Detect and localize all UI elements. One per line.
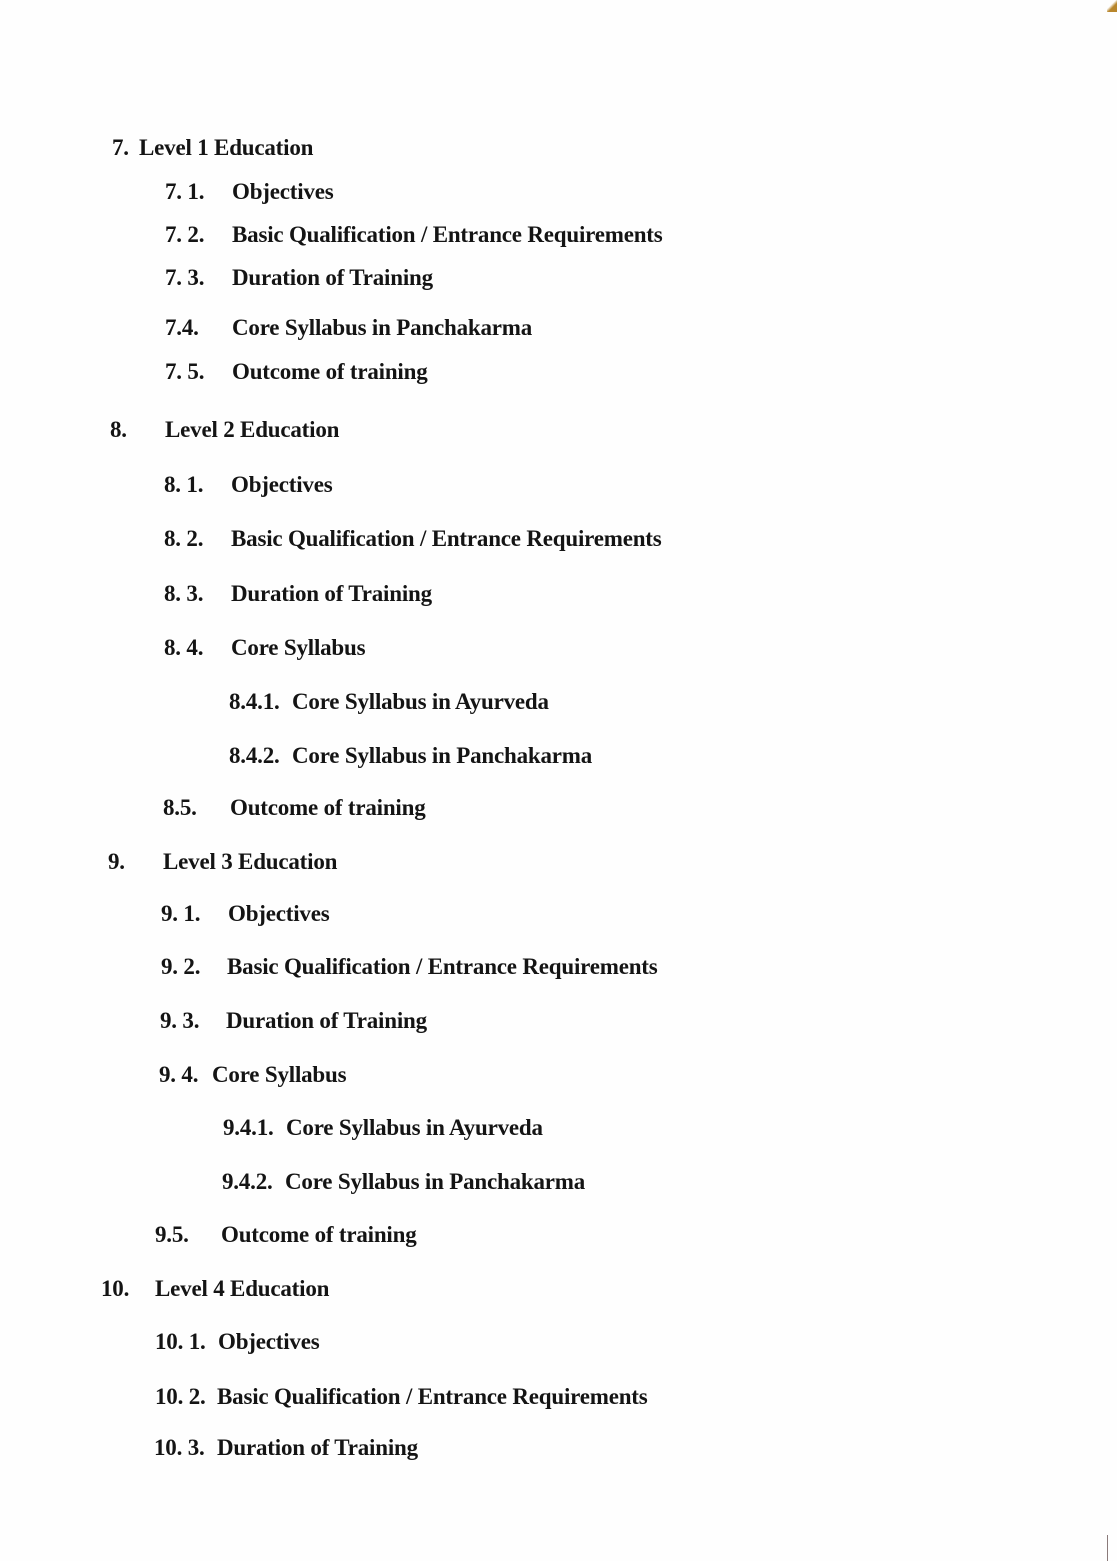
item-title: Basic Qualification / Entrance Requirements bbox=[231, 526, 662, 551]
item-number: 9.5. bbox=[155, 1222, 189, 1247]
item-number: 10. 2. bbox=[155, 1384, 206, 1409]
scan-edge-artifact bbox=[1107, 1535, 1108, 1561]
item-title: Objectives bbox=[218, 1329, 320, 1354]
subitem-title: Core Syllabus in Panchakarma bbox=[292, 743, 593, 768]
subitem-title: Core Syllabus in Ayurveda bbox=[292, 689, 549, 714]
item-title: Core Syllabus bbox=[231, 635, 366, 660]
subitem-number: 8.4.2. bbox=[229, 743, 280, 768]
item-title: Duration of Training bbox=[231, 581, 432, 606]
item-number: 10. 1. bbox=[155, 1329, 206, 1354]
subitem-number: 8.4.1. bbox=[229, 689, 280, 714]
item-number: 7. 5. bbox=[165, 359, 205, 384]
item-title: Basic Qualification / Entrance Requirements bbox=[217, 1384, 648, 1409]
section-title: Level 3 Education bbox=[163, 849, 338, 874]
item-number: 7.4. bbox=[165, 315, 199, 340]
item-title: Outcome of training bbox=[221, 1222, 417, 1247]
item-title: Objectives bbox=[232, 179, 334, 204]
scan-corner-artifact bbox=[1107, 0, 1117, 12]
item-title: Basic Qualification / Entrance Requirements bbox=[227, 954, 658, 979]
item-title: Core Syllabus bbox=[212, 1062, 347, 1087]
section-title: Level 1 Education bbox=[139, 135, 314, 160]
item-title: Duration of Training bbox=[217, 1435, 418, 1460]
item-number: 8. 3. bbox=[164, 581, 204, 606]
item-number: 8. 2. bbox=[164, 526, 204, 551]
item-number: 8. 1. bbox=[164, 472, 204, 497]
item-number: 8. 4. bbox=[164, 635, 204, 660]
item-title: Duration of Training bbox=[232, 265, 433, 290]
item-number: 9. 3. bbox=[160, 1008, 200, 1033]
section-number: 10. bbox=[101, 1276, 130, 1301]
subitem-title: Core Syllabus in Panchakarma bbox=[285, 1169, 586, 1194]
subitem-number: 9.4.1. bbox=[223, 1115, 274, 1140]
item-number: 9. 1. bbox=[161, 901, 201, 926]
item-number: 8.5. bbox=[163, 795, 197, 820]
item-number: 10. 3. bbox=[154, 1435, 205, 1460]
section-number: 9. bbox=[108, 849, 125, 874]
subitem-number: 9.4.2. bbox=[222, 1169, 273, 1194]
item-title: Duration of Training bbox=[226, 1008, 427, 1033]
item-title: Basic Qualification / Entrance Requirements bbox=[232, 222, 663, 247]
section-title: Level 2 Education bbox=[165, 417, 340, 442]
section-number: 7. bbox=[112, 135, 129, 160]
item-number: 9. 4. bbox=[159, 1062, 199, 1087]
item-title: Outcome of training bbox=[232, 359, 428, 384]
item-title: Objectives bbox=[231, 472, 333, 497]
item-number: 7. 3. bbox=[165, 265, 205, 290]
item-title: Core Syllabus in Panchakarma bbox=[232, 315, 533, 340]
item-number: 9. 2. bbox=[161, 954, 201, 979]
item-number: 7. 1. bbox=[165, 179, 205, 204]
item-title: Outcome of training bbox=[230, 795, 426, 820]
section-title: Level 4 Education bbox=[155, 1276, 330, 1301]
section-number: 8. bbox=[110, 417, 127, 442]
item-number: 7. 2. bbox=[165, 222, 205, 247]
subitem-title: Core Syllabus in Ayurveda bbox=[286, 1115, 543, 1140]
item-title: Objectives bbox=[228, 901, 330, 926]
